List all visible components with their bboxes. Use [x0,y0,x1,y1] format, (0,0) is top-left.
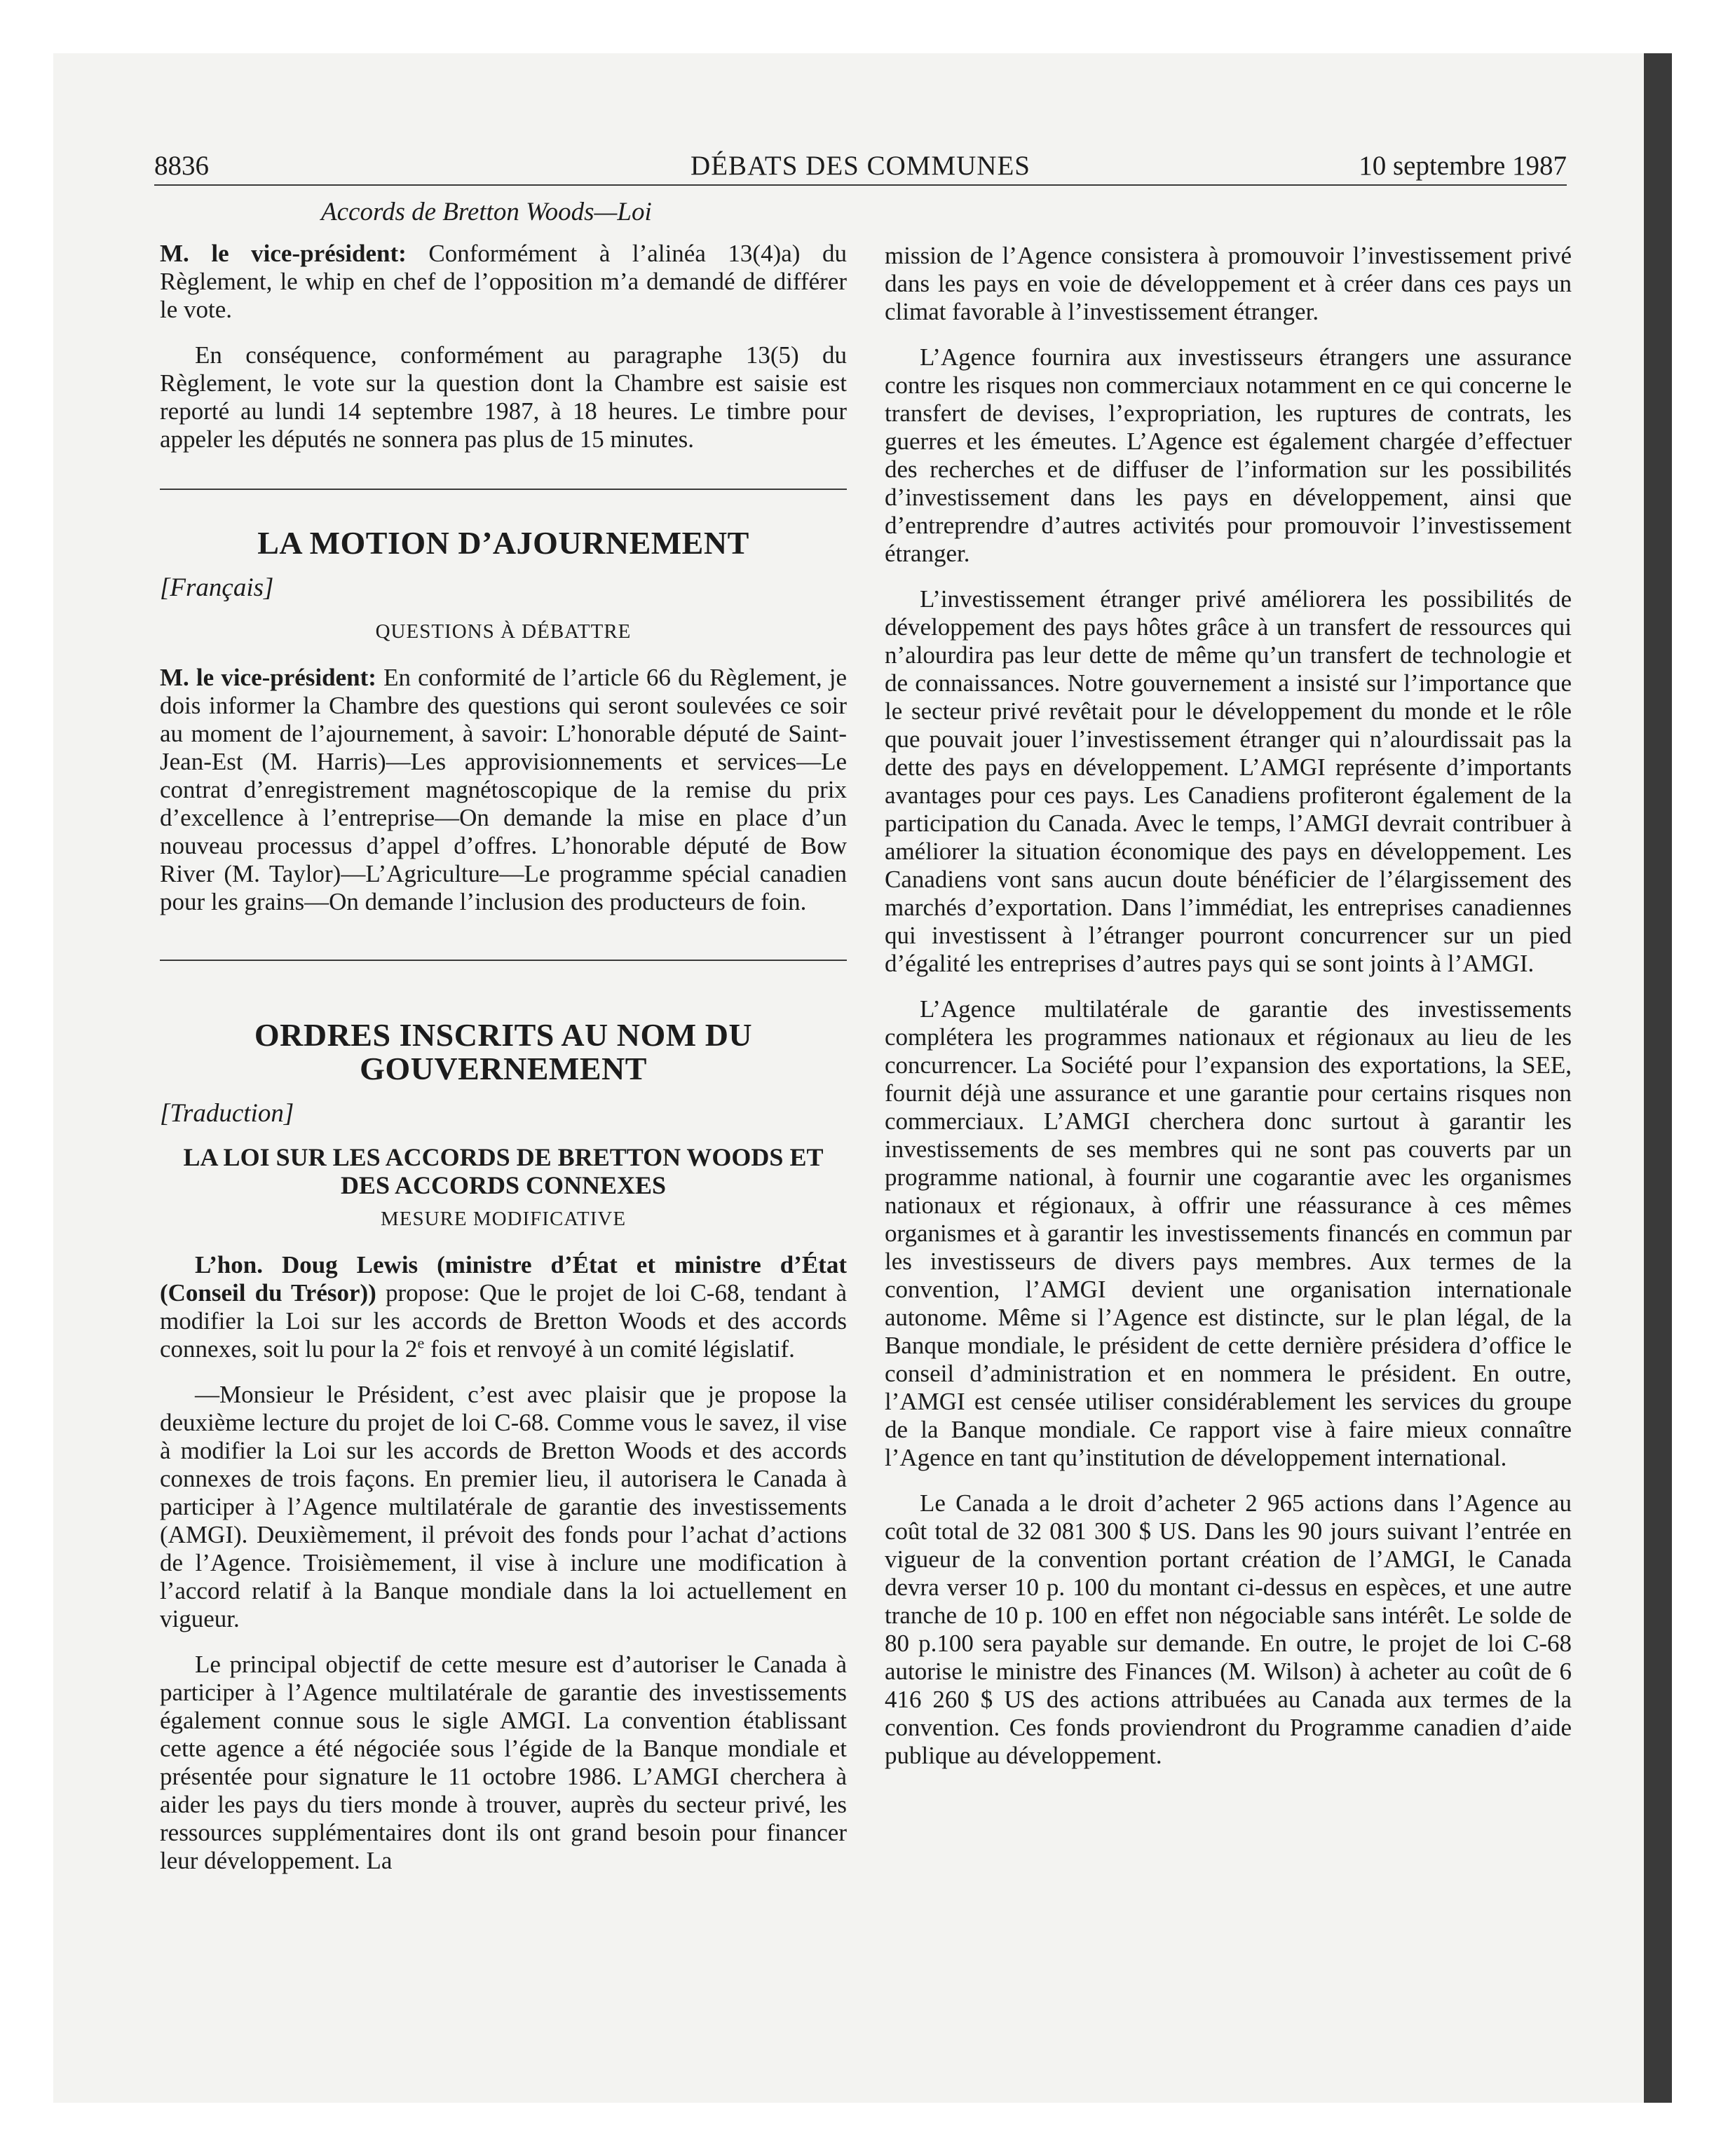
paragraph: mission de l’Agence consistera à promouvoir l’investissement privé dans les pays en voie de développement et à créer dans ces pays un climat favorable à l’investissement étranger. [885,242,1572,325]
superscript: e [417,1334,425,1352]
left-column [160,198,847,1892]
page-date: 10 septembre 1987 [1359,151,1567,181]
running-title: Accords de Bretton Woods—Loi [321,198,652,226]
section-heading: ORDRES INSCRITS AU NOM DU GOUVERNEMENT [254,1017,753,1086]
section-divider [160,489,847,490]
paragraph [160,240,847,324]
page-header [154,149,1567,184]
paragraph-text: Conformément à l’alinéa 13(4)a) du Règlement, le whip en chef de l’opposition m’a demandé de différer le vote. [160,240,847,323]
paragraph: En conséquence, conformément au paragraphe 13(5) du Règlement, le vote sur la question dont la Chambre est saisie est reporté au lundi 14 septembre 1987, à 18 heures. Le timbre pour appeler les députés ne sonnera pas plus de 15 minutes. [160,341,847,453]
publication-title: DÉBATS DES COMMUNES [690,151,1030,181]
subheading: MESURE MODIFICATIVE [380,1208,627,1230]
scan-edge-shadow [1644,53,1672,2103]
paragraph: L’Agence multilatérale de garantie des investissements complétera les programmes nationaux et régionaux au lieu de les concurrencer. La Société pour l’expansion des exportations, la SEE, fournit déjà une assurance et une garantie pour certains risques non commerciaux. L’AMGI cherchera donc surtout à garantir les investissements de ses membres qui ne sont pas couverts par un programme national, à fournir une cogarantie avec les organismes nationaux et régionaux, à offrir une réassurance à ces mêmes organismes et à garantir les investissements financés en commun par les investisseurs de divers pays membres. Aux termes de la convention, l’AMGI devient une organisation internationale autonome. Même si l’Agence est distincte, sur le plan légal, de la Banque mondiale, le président de cette dernière présidera d’office le conseil d’administration et en nommera le président. En outre, l’AMGI est censée utiliser considérablement les services du groupe de la Banque mondiale. Ce rapport vise à faire mieux connaître l’Agence en tant qu’institution de développement international. [885,995,1572,1471]
header-rule [154,184,1567,186]
paragraph: L’investissement étranger privé améliorera les possibilités de développement des pays hôtes grâce à un transfert de ressources qui n’alourdira pas leur dette de même qu’un transfert de technologie et de connaissances. Notre gouvernement a insisté sur l’importance que le secteur privé revêtait pour le développement du monde et le rôle que pouvait jouer l’investissement étranger qui n’alourdissait pas la dette des pays en développement. L’AMGI représente d’importants avantages pour ces pays. Les Canadiens profiteront également de la participation du Canada. Avec le temps, l’AMGI devrait contribuer à améliorer la situation économique des pays en développement. Les Canadiens vont sans aucun doute bénéficier de l’élargissement des marchés d’exportation. Dans l’immédiat, les entreprises canadiennes qui investissent à l’étranger pourront concurrencer sur un pied d’égalité les entreprises d’autres pays qui se sont joints à l’AMGI. [885,585,1572,977]
section-divider [160,960,847,961]
paragraph-text: fois et renvoyé à un comité législatif. [424,1335,795,1363]
speaker-name: M. le vice-président: [160,240,407,267]
language-marker: [Français] [160,573,274,602]
paragraph [160,664,847,916]
speaker-name: L’hon. Doug Lewis (ministre d’État et ministre d’État (Conseil du Trésor)) [160,1251,847,1306]
paragraph-text: En conformité de l’article 66 du Règlement, je dois informer la Chambre des questions qui seront soulevées ce soir au moment de l’ajournement, à savoir: L’honorable député de Saint-Jean-Est (M. Harris)—Les approvisionnements et services—Le contrat d’enregistrement magnétoscopique de la remise du prix d’excellence à l’entreprise—On demande la mise en place d’un nouveau processus d’appel d’offres. L’honorable député de Bow River (M. Taylor)—L’Agriculture—Le programme spécial canadien pour les grains—On demande l’inclusion des producteurs de foin. [160,664,847,915]
paragraph: L’Agence fournira aux investisseurs étrangers une assurance contre les risques non commerciaux notamment en ce qui concerne le transfert de devises, l’expropriation, les ruptures de contrats, les guerres et les émeutes. L’Agence est également chargée d’effectuer des recherches et de diffuser de l’information sur les possibilités d’investissement dans les pays en développement, ainsi que d’entreprendre d’autres activités pour promouvoir l’investissement étranger. [885,343,1572,567]
paragraph: Le principal objectif de cette mesure est d’autoriser le Canada à participer à l’Agence multilatérale de garantie des investissements également connue sous le sigle AMGI. La convention établissant cette agence a été négociée sous l’égide de la Banque mondiale et présentée pour signature le 11 octobre 1986. L’AMGI cherchera à aider les pays du tiers monde à trouver, auprès du secteur privé, les ressources supplémentaires dont ils ont grand besoin pour financer leur développement. La [160,1651,847,1874]
speaker-name: M. le vice-président: [160,664,376,691]
page-number: 8836 [154,151,209,181]
subheading: QUESTIONS À DÉBATTRE [375,620,632,643]
bill-heading: LA LOI SUR LES ACCORDS DE BRETTON WOODS ET DES ACCORDS CONNEXES [183,1143,824,1199]
paragraph: Le Canada a le droit d’acheter 2 965 actions dans l’Agence au coût total de 32 081 300 $ US. Dans les 90 jours suivant l’entrée en vigueur de la convention portant création de l’AMGI, le Canada devra verser 10 p. 100 du montant ci-dessus en espèces, et une autre tranche de 10 p. 100 en effet non négociable sans intérêt. Le solde de 80 p.100 sera payable sur demande. En outre, le projet de loi C-68 autorise le ministre des Finances (M. Wilson) à acheter au coût de 6 416 260 $ US des actions attribuées au Canada aux termes de la convention. Ces fonds proviendront du Programme canadien d’aide publique au développement. [885,1489,1572,1769]
paragraph: —Monsieur le Président, c’est avec plaisir que je propose la deuxième lecture du projet de loi C-68. Comme vous le savez, il vise à modifier la Loi sur les accords de Bretton Woods et des accords connexes de trois façons. En premier lieu, il autorisera le Canada à participer à l’Agence multilatérale de garantie des investissements (AMGI). Deuxièmement, il prévoit des fonds pour l’achat d’actions de l’Agence. Troisièmement, il vise à inclure une modification à l’accord relatif à la Banque mondiale dans la loi actuellement en vigueur. [160,1381,847,1632]
paragraph-text: propose: Que le projet de loi C-68, tendant à modifier la Loi sur les accords de Bretton Woods et des accords connexes, soit lu pour la 2 [160,1279,847,1363]
right-column [885,242,1572,1787]
paragraph [160,1251,847,1363]
language-marker: [Traduction] [160,1099,294,1128]
section-heading: LA MOTION D’AJOURNEMENT [257,525,749,561]
